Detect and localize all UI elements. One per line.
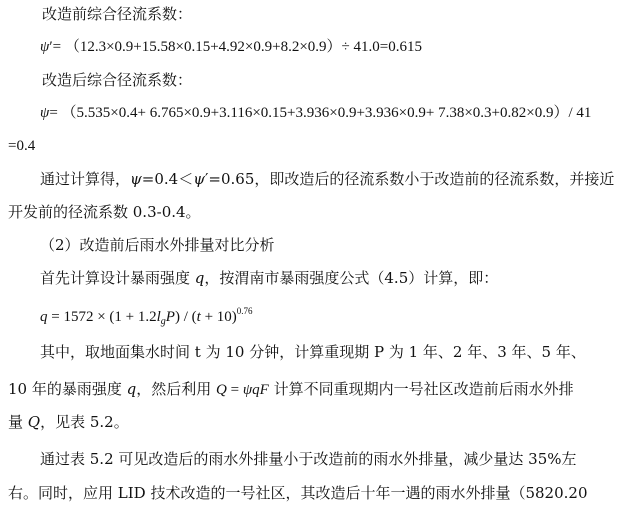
formula-part: l: [156, 309, 161, 325]
formula-part: ψqF: [242, 382, 269, 398]
paragraph-comparison-line-2: [8, 203, 201, 221]
formula-exponent: 0.76: [236, 306, 253, 316]
equation-after-body: = （5.535×0.4+ 6.765×0.9+3.116×0.15+3.936×0.9+3.936×0.9+ 7.38×0.3+0.82×0.9）/ 41: [49, 105, 592, 121]
section-title: （2）改造前后雨水外排量对比分析: [40, 236, 275, 254]
paragraph-result-line-2: [8, 484, 587, 502]
formula-part: + 10): [200, 309, 237, 325]
label-before-coefficient: 改造前综合径流系数：: [42, 5, 193, 23]
formula-part: = 1572 × (1 + 1.2: [47, 309, 157, 325]
paragraph-result-line-1: [40, 450, 577, 468]
formula-part: Q: [216, 382, 227, 398]
psi-symbol: ψ: [40, 105, 50, 121]
formula-part: P: [165, 309, 175, 325]
result-text: 通过表 5.2 可见改造后的雨水外排量小于改造前的雨水外排量，减少量达 35%左: [40, 450, 577, 468]
params-text: ，然后利用: [136, 380, 217, 398]
params-text: 10 年的暴雨强度: [8, 380, 127, 398]
comparison-text: =0.4＜: [141, 170, 194, 188]
q-symbol: q: [194, 269, 205, 287]
psi-symbol: ψ: [193, 170, 205, 188]
params-text: 其中，取地面集水时间 t 为 10 分钟，计算重现期 P 为 1 年、2 年、3 年、5 年、: [40, 343, 586, 361]
paragraph-params-line-3: [8, 413, 129, 431]
formula-part: ) / (: [174, 309, 197, 325]
equation-result-value: =0.4: [8, 138, 36, 154]
intro-text: 首先计算设计暴雨强度: [40, 269, 195, 287]
equation-after: [40, 104, 591, 122]
q-symbol: q: [40, 309, 48, 325]
formula-part: t: [196, 309, 201, 325]
paragraph-comparison-line-1: [40, 170, 614, 188]
params-text: ，见表 5.2。: [40, 413, 129, 431]
text-line-3: [42, 71, 192, 89]
params-text: 量: [8, 413, 28, 431]
comparison-text: 通过计算得，: [40, 170, 131, 188]
equation-before-body: ′= （12.3×0.9+15.58×0.15+4.92×0.9+8.2×0.9）÷ 41.0=0.615: [49, 39, 422, 55]
paragraph-params-line-1: [40, 343, 586, 361]
formula-part: =: [226, 382, 243, 398]
text-line-1: [42, 5, 192, 23]
rain-intensity-formula: [40, 302, 253, 331]
comparison-text: ′=0.65，即改造后的径流系数小于改造前的径流系数，并接近: [204, 170, 615, 188]
paragraph-params-line-2: [8, 380, 574, 399]
formula-subscript: g: [160, 316, 166, 327]
psi-symbol: ψ: [40, 39, 50, 55]
section-heading: [40, 236, 275, 254]
comparison-text: 开发前的径流系数 0.3-0.4。: [8, 203, 201, 221]
equation-before: [40, 38, 422, 56]
paragraph-intensity-intro: [40, 269, 498, 287]
psi-symbol: ψ: [130, 170, 142, 188]
q-symbol: q: [126, 380, 137, 398]
params-text: 计算不同重现期内一号社区改造前后雨水外排: [268, 380, 574, 398]
result-text: 右。同时，应用 LID 技术改造的一号社区，其改造后十年一遇的雨水外排量（5820.20: [8, 484, 588, 502]
intro-text: ，按渭南市暴雨强度公式（4.5）计算，即：: [204, 269, 499, 287]
equation-after-result: [8, 137, 35, 155]
label-after-coefficient: 改造后综合径流系数：: [42, 71, 193, 89]
Q-symbol: Q: [27, 413, 41, 431]
